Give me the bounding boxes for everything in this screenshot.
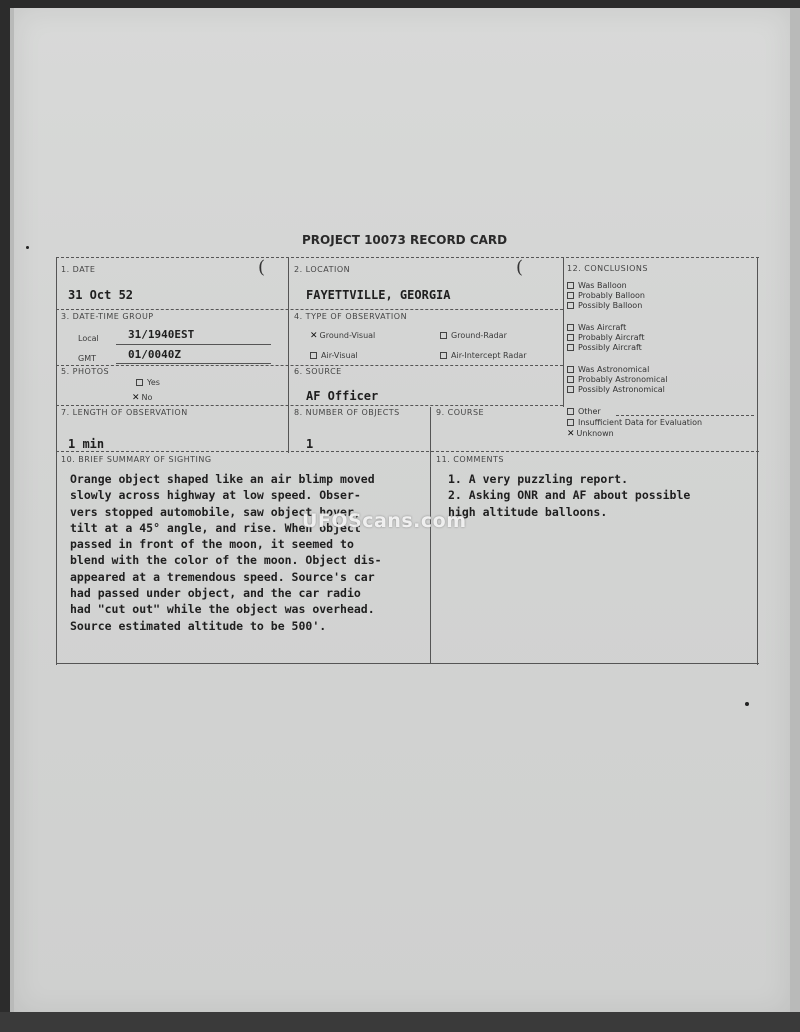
scan-speck: [745, 702, 749, 706]
card-left-border: [56, 257, 57, 665]
datetime-local-value: 31/1940EST: [128, 328, 195, 341]
check-mark-icon: ✕: [310, 331, 318, 341]
conclusion-possibly-astronomical: Possibly Astronomical: [567, 385, 665, 394]
scan-edge-bottom: [0, 1012, 800, 1032]
scan-edge-top: [0, 0, 800, 8]
datetime-label: 3. DATE-TIME GROUP: [61, 312, 154, 321]
row-divider-1: [56, 309, 563, 310]
conclusions-label: 12. CONCLUSIONS: [567, 264, 648, 273]
observation-type-label: 4. TYPE OF OBSERVATION: [294, 312, 408, 321]
conclusion-probably-balloon: Probably Balloon: [567, 291, 645, 300]
row-divider-3: [56, 405, 563, 406]
checkbox-icon: [567, 386, 574, 393]
comments-label: 11. COMMENTS: [436, 455, 504, 464]
datetime-gmt-value: 01/0040Z: [128, 348, 181, 361]
card-right-border: [757, 257, 758, 665]
pencil-mark: (: [258, 257, 266, 278]
checkbox-icon: [567, 334, 574, 341]
conclusion-was-aircraft: Was Aircraft: [567, 323, 626, 332]
summary-line: slowly across highway at low speed. Obser-: [70, 488, 361, 503]
conclusion-insufficient-data: Insufficient Data for Evaluation: [567, 418, 702, 427]
length-value: 1 min: [68, 437, 105, 451]
checkbox-icon: [567, 282, 574, 289]
summary-line: blend with the color of the moon. Object dis-: [70, 553, 382, 568]
date-label: 1. DATE: [61, 265, 96, 274]
scan-speck: [26, 246, 29, 249]
comments-text: [448, 471, 690, 520]
checkbox-icon: [567, 419, 574, 426]
summary-line: Source estimated altitude to be 500'.: [70, 618, 327, 633]
summary-line: Orange object shaped like an air blimp moved: [70, 472, 375, 486]
summary-line: vers stopped automobile, saw object hover,: [70, 504, 361, 519]
conclusion-probably-aircraft: Probably Aircraft: [567, 333, 644, 342]
option-photos-no: ✕ No: [132, 393, 153, 403]
option-ground-radar: Ground-Radar: [440, 331, 507, 340]
row-divider-4: [56, 451, 759, 452]
location-value: FAYETTVILLE, GEORGIA: [306, 288, 451, 302]
card-bottom-border: [56, 663, 759, 664]
comment-line: 2. Asking ONR and AF about possible: [448, 488, 691, 503]
checkbox-icon: [567, 376, 574, 383]
check-mark-icon: ✕: [132, 393, 140, 403]
other-line: [616, 415, 754, 416]
conclusion-possibly-balloon: Possibly Balloon: [567, 301, 642, 310]
scan-edge-left: [0, 0, 10, 1032]
length-label: 7. LENGTH OF OBSERVATION: [61, 408, 188, 417]
record-card: [56, 257, 759, 665]
summary-line: tilt at a 45° angle, and rise. When object: [70, 520, 361, 535]
summary-text: [70, 471, 382, 634]
option-air-visual: Air-Visual: [310, 351, 358, 360]
checkbox-icon: [310, 352, 317, 359]
column-divider-3: [430, 407, 431, 663]
datetime-gmt-line: [116, 363, 271, 364]
checkbox-icon: [567, 344, 574, 351]
checkbox-icon: [440, 332, 447, 339]
row-divider-2: [56, 365, 563, 366]
summary-line: had "cut out" while the object was overhead.: [70, 602, 375, 617]
source-label: 6. SOURCE: [294, 367, 342, 376]
datetime-local-line: [116, 344, 271, 345]
option-air-intercept-radar: Air-Intercept Radar: [440, 351, 527, 360]
datetime-local-label: Local: [78, 334, 99, 343]
checkbox-icon: [567, 324, 574, 331]
conclusion-was-balloon: Was Balloon: [567, 281, 627, 290]
num-objects-value: 1: [306, 437, 314, 451]
checkbox-icon: [440, 352, 447, 359]
pencil-mark: (: [516, 257, 524, 278]
card-title: PROJECT 10073 RECORD CARD: [302, 233, 508, 247]
checkbox-icon: [567, 292, 574, 299]
conclusion-probably-astronomical: Probably Astronomical: [567, 375, 668, 384]
card-top-border: [56, 257, 759, 258]
location-label: 2. LOCATION: [294, 265, 351, 274]
summary-label: 10. BRIEF SUMMARY OF SIGHTING: [61, 455, 212, 464]
conclusion-possibly-aircraft: Possibly Aircraft: [567, 343, 642, 352]
source-value: AF Officer: [306, 389, 379, 403]
course-label: 9. COURSE: [436, 408, 485, 417]
comment-line: high altitude balloons.: [448, 504, 608, 519]
conclusion-was-astronomical: Was Astronomical: [567, 365, 649, 374]
summary-line: appeared at a tremendous speed. Source's car: [70, 569, 375, 584]
checkbox-icon: [567, 408, 574, 415]
watermark: UFOScans.com: [302, 510, 467, 532]
summary-line: passed in front of the moon, it seemed to: [70, 537, 354, 552]
column-divider-1: [288, 257, 289, 453]
option-photos-yes: Yes: [136, 378, 160, 387]
checkbox-icon: [567, 366, 574, 373]
date-value: 31 Oct 52: [68, 288, 134, 302]
conclusion-unknown: ✕ Unknown: [567, 429, 614, 439]
num-objects-label: 8. NUMBER OF OBJECTS: [294, 408, 400, 417]
datetime-gmt-label: GMT: [78, 354, 96, 363]
summary-line: had passed under object, and the car radio: [70, 586, 361, 601]
comment-line: 1. A very puzzling report.: [448, 472, 629, 486]
checkbox-icon: [136, 379, 143, 386]
check-mark-icon: ✕: [567, 429, 575, 439]
option-ground-visual: ✕ Ground-Visual: [310, 331, 376, 341]
checkbox-icon: [567, 302, 574, 309]
column-divider-2: [563, 257, 564, 407]
conclusion-other: Other: [567, 407, 601, 416]
photos-label: 5. PHOTOS: [61, 367, 110, 376]
